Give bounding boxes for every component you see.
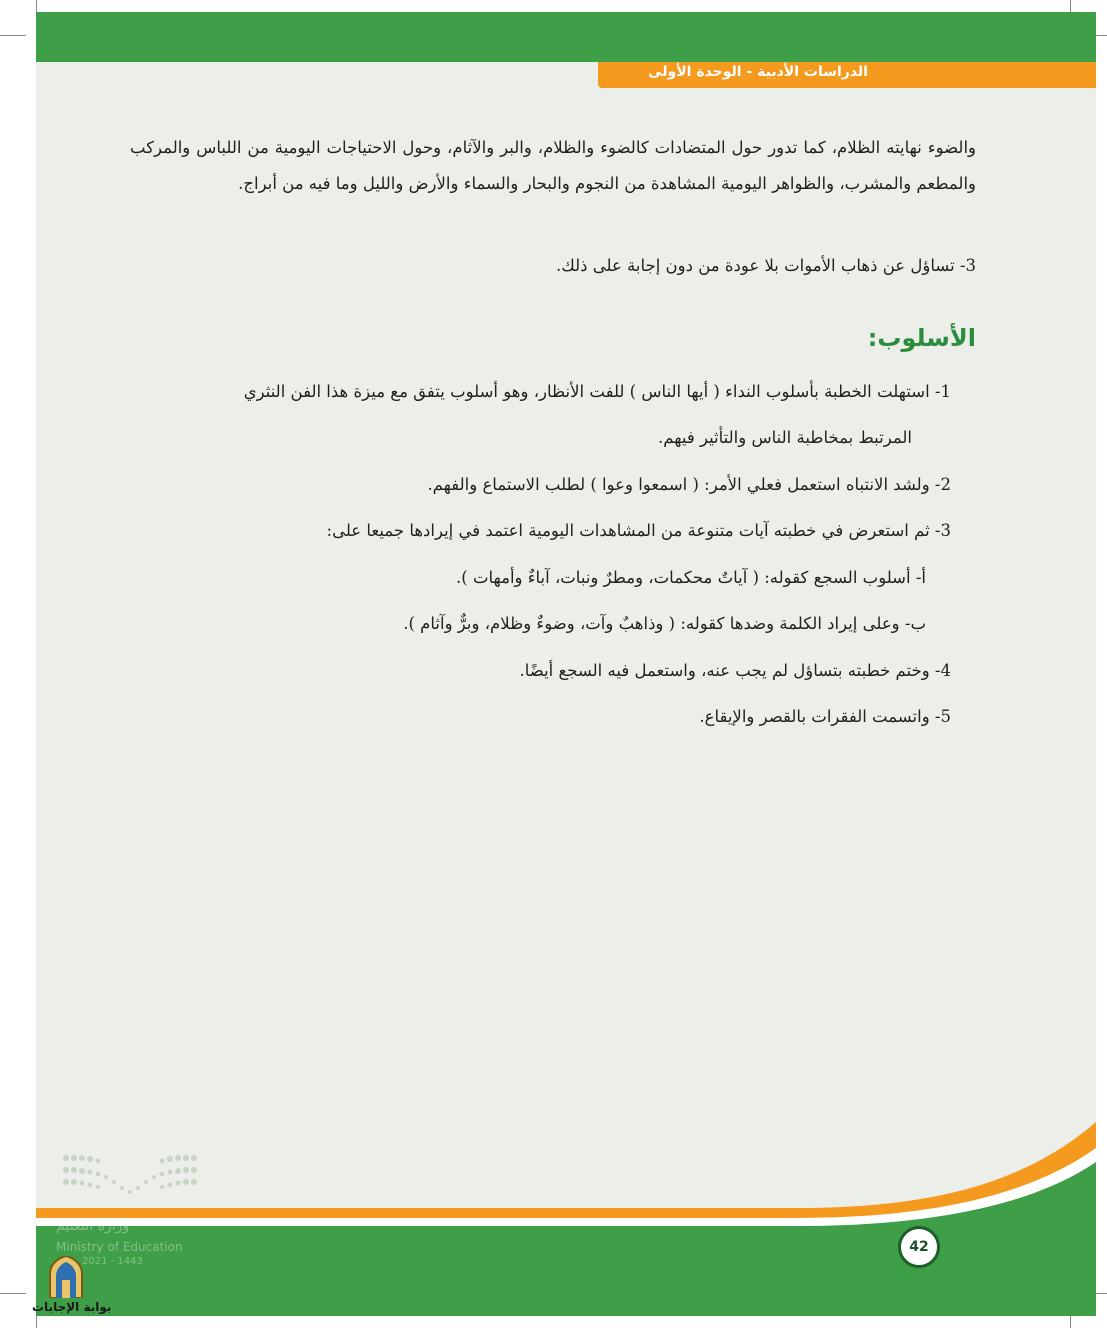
chapter-title: الدراسات الأدبية - الوحدة الأولى — [648, 64, 868, 80]
crop-mark — [0, 35, 26, 36]
style-item-3: 3- ثم استعرض في خطبته آيات متنوعة من المشاهدات اليومية اعتمد في إيرادها جميعا على: — [326, 521, 951, 540]
list-item-question: 3- تساؤل عن ذهاب الأموات بلا عودة من دون إجابة على ذلك. — [555, 256, 976, 275]
page-content — [36, 12, 1096, 1162]
textbook-page — [36, 12, 1096, 1316]
ministry-logo-year: 2021 - 1443 — [82, 1256, 143, 1267]
page-number — [898, 1226, 940, 1268]
style-item-3b: ب- وعلى إيراد الكلمة وضدها كقوله: ( وذاهبٌ وآت، وضوءٌ وظلام، وبرٌّ وآثام ). — [403, 614, 926, 633]
watermark-text: بوابة الإجابات — [32, 1300, 112, 1314]
style-item-1-continued: المرتبط بمخاطبة الناس والتأثير فيهم. — [658, 428, 912, 447]
section-heading-style: الأسلوب: — [867, 324, 976, 352]
crop-mark — [0, 1293, 26, 1294]
mosque-arch-icon — [46, 1256, 86, 1298]
moe-dots-logo-icon — [62, 1152, 198, 1198]
style-item-1: 1- استهلت الخطبة بأسلوب النداء ( أيها الناس ) للفت الأنظار، وهو أسلوب يتفق مع ميزة هذا الفن النثري — [243, 382, 951, 401]
intro-paragraph: والضوء نهايته الظلام، كما تدور حول المتضادات كالضوء والظلام، والبر والآثام، وحول الاحتياجات اليومية من اللباس والمركب والمطعم والمشرب، والظواهر اليومية المشاهدة من النجوم والبحار والسماء والأرض والليل وما فيه من أبراج. — [130, 138, 976, 193]
ministry-logo-arabic: وزارة التعليم — [56, 1218, 130, 1234]
style-item-5: 5- واتسمت الفقرات بالقصر والإيقاع. — [699, 707, 951, 726]
style-item-3a: أ- أسلوب السجع كقوله: ( آياتٌ محكمات، ومطرٌ ونبات، آباءٌ وأمهات ). — [456, 568, 926, 587]
style-item-4: 4- وختم خطبته بتساؤل لم يجب عنه، واستعمل فيه السجع أيضًا. — [519, 661, 951, 680]
crop-mark — [36, 0, 37, 12]
style-item-2: 2- ولشد الانتباه استعمل فعلي الأمر: ( اسمعوا وعوا ) لطلب الاستماع والفهم. — [427, 475, 951, 494]
ministry-logo-english: Ministry of Education — [56, 1240, 183, 1254]
crop-mark — [36, 1316, 37, 1328]
page-number-text: 42 — [909, 1239, 929, 1255]
